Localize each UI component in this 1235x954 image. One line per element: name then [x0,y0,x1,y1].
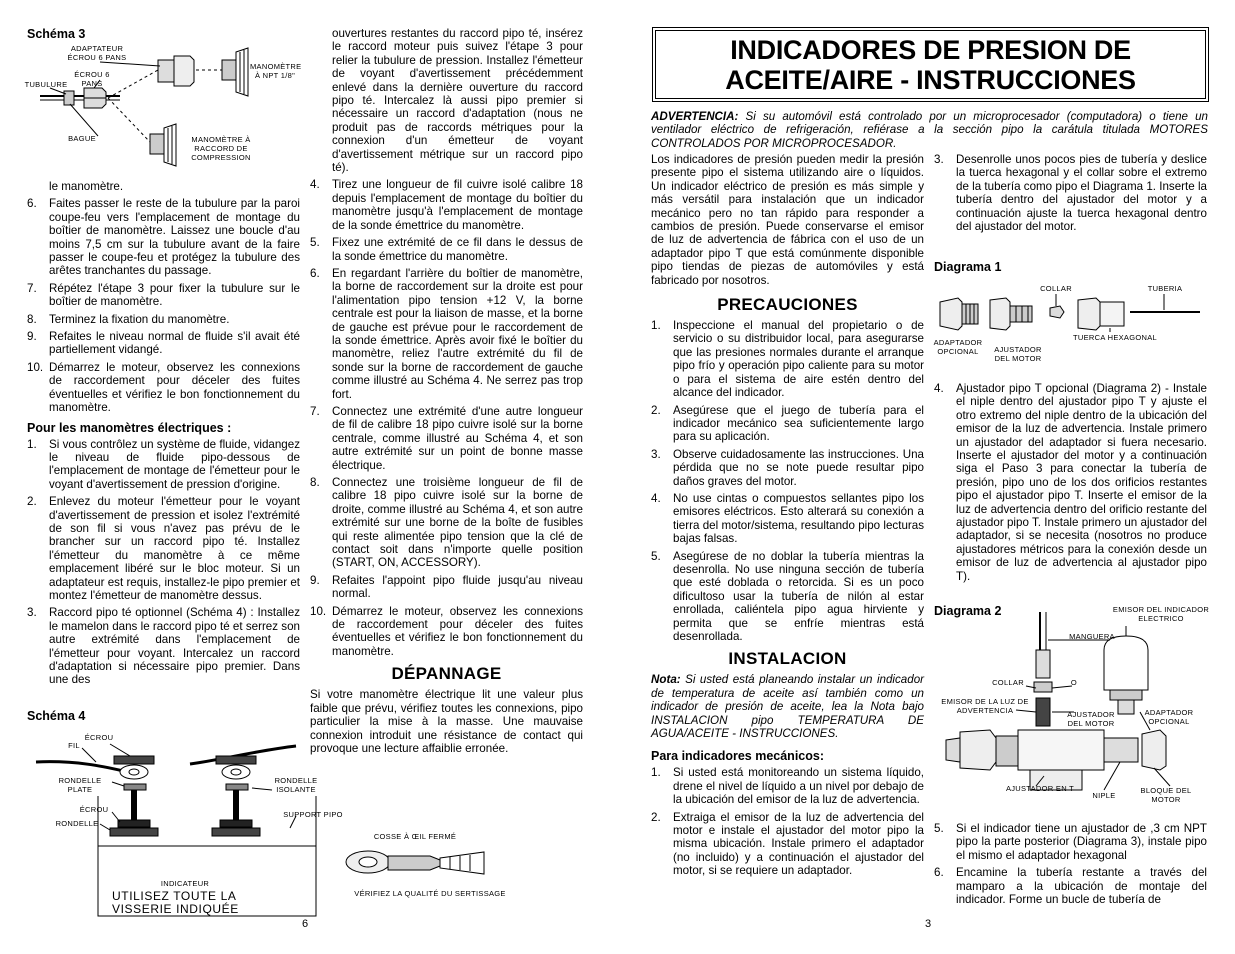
label-sertissage: VÉRIFIEZ LA QUALITÉ DU SERTISSAGE [354,889,506,898]
label-emisor-luz: EMISOR DE LA LUZ DE ADVERTENCIA [941,697,1029,715]
schema4-title: Schéma 4 [27,709,86,723]
label-bloque: BLOQUE DEL MOTOR [1140,786,1192,804]
label-emisor-indicador: EMISOR DEL INDICADOR ELECTRICO [1112,605,1210,623]
list-item: 2. Extraiga el emisor de la luz de advertencia del motor e instale el ajustador del motor pipo la misma ubicación. Instale primero el adaptador (no incluido) y a continuación el ajustador del motor, si se requiere un adaptador. [651,810,924,878]
label-rondelle-plate: RONDELLE PLATE [58,776,102,794]
list-item: 9. Refaites le niveau normal de fluide s'il avait été partiellement vidangé. [27,330,300,357]
nota-label: Nota: [651,673,681,687]
label-rondelle: RONDELLE [55,819,99,828]
label-ajustador-motor-d2: AJUSTADOR DEL MOTOR [1067,710,1115,728]
list-item: 4. Tirez une longueur de fil cuivre isolé calibre 18 depuis l'emplacement de montage du boîtier du manomètre jusqu'à l'emplacement de montage de la sonde émettrice du manomètre. [310,178,583,232]
right-col2-end [934,822,1207,910]
list-item: 2. Enlevez du moteur l'émetteur pour le voyant d'avertissement de pression et isolez l'extrémité de son fil si vous n'avez pas prévu de le brancher sur un raccord pipo té. Installez l'émetteur du manomètre à ce même emplacement libéré sur le bloc moteur. Si un adaptateur est requis, installez-le pipo premier et montez l'émetteur de manomètre dessus. [27,495,300,602]
right-col2-mid [934,382,1207,587]
intro-text: Los indicadores de presión pueden medir la presión presente pipo el sistema utilizando aire o líquidos. Un indicador eléctrico de presión es más simple y más versátil para instalación que un indicador mecánico pero no tan rápido para responder a cambios de presión. Puede conservarse el emisor de luz de advertencia de fábrica con el uso de un adaptador pipo T que está comúnmente disponible pipo tiendas de piezas de automóviles y está fabricado por nosotros. [651,153,924,287]
label-support: SUPPORT PIPO [283,810,343,819]
right-page-number: 3 [925,918,932,930]
col2-items-end [934,822,1207,906]
label-ecrou-top: ÉCROU [84,733,114,742]
label-manometre-comp: MANOMÈTRE À RACCORD DE COMPRESSION [191,135,251,162]
col2-list [310,178,583,658]
label-manguera: MANGUERA [1069,632,1115,641]
label-o: O [1070,678,1078,687]
list-item: 4. Ajustador pipo T opcional (Diagrama 2) - Instale el niple dentro del ajustador pipo T y ajuste el otro extremo del niple dentro de la ubicación del emisor de la luz de advertencia. Instale primero un ajustador del adaptador si fuera necesario. Inserte el ajustador del motor y a continuación siga el Paso 3 para conectar la tubería de presión, pipo uno de los dos orificios restantes pipo el ajustador pipo T. Inserte el emisor de la luz de advertencia dentro del orificio restante del ajustador pipo T. Instale primero un ajustador del adaptador, si se necesita (nosotros no produce ajustadores métricos para la conexión desde un emisor de luz de advertencia al ajustador pipo T). [934,382,1207,583]
title-box [652,27,1209,102]
label-manometre-npt: MANOMÈTRE À NPT 1/8" [250,62,302,80]
right-col2 [934,153,1207,237]
label-collar-d1: COLLAR [1040,284,1072,293]
label-tuberia: TUBERIA [1147,284,1183,293]
depannage-text: Si votre manomètre électrique lit une valeur plus faible que prévu, vérifiez toutes les connexions, pipo particulier la mise à la masse. Une mauvaise connexion introduit une résistance de contact qui provoque une lecture affaiblie erronée. [310,688,583,755]
list-item: 8. Connectez une troisième longueur de fil de calibre 18 pipo cuivre isolé sur la borne de droite, comme illustré au Schéma 4, et son autre extrémité sur une borne de la boîte de fusibles qui reste alimentée pipo tension que la clé de contact soit dans n'importe quelle position (START, ON, ACCESSORY). [310,476,583,570]
list-item: 2. Asegúrese que el juego de tubería para el indicador mecánico sea suficientemente largo para su aplicación. [651,403,924,444]
page-title-line1: INDICADORES DE PRESION DE [730,34,1131,65]
nota: Nota: Si usted está planeando instalar un indicador de temperatura de aceite así también como un indicador de presión de aceite, lea la Nota bajo INSTALACION pipo TEMPERATURA DE AGUA/ACEITE - INSTRUCCIONES. [651,673,924,741]
label-collar-d2: COLLAR [992,678,1024,687]
list-item: 8. Terminez la fixation du manomètre. [27,312,230,326]
label-ajustador-d1: AJUSTADOR DEL MOTOR [994,345,1042,363]
label-tubulure: TUBULURE [24,80,68,89]
left-col1 [27,180,300,691]
label-adaptador-d2: ADAPTADOR OPCIONAL [1144,708,1194,726]
elec-heading: Pour les manomètres électriques : [27,420,232,435]
elec-list [27,438,300,687]
mecanicos-list [651,766,924,877]
list-item: 6. En regardant l'arrière du boîtier de manomètre, la borne de raccordement sur la droite est pour l'alimentation pipo tension +12 V, la borne centrale est pour la liaison de masse, et la borne de gauche est prévue pour le raccordement de la sonde émettrice. Après avoir fixé le boîtier du manomètre, reliez l'autre extrémité du fil de sonde sur la borne de raccordement de gauche comme illustré au Schéma 4. Ne serrez pas trop fort. [310,266,583,401]
left-col2 [310,27,583,755]
right-col1 [651,153,924,882]
precauciones-heading: PRECAUCIONES [717,295,858,315]
list-item: 3. Raccord pipo té optionnel (Schéma 4) : Installez le mamelon dans le raccord pipo té et serrez son autre extrémité dans l'emplacement de l'émetteur pour voyant. Intercalez un raccord d'adaptation si nécessaire pipo premier. Dans une des [27,606,300,687]
list-item: 5. Asegúrese de no doblar la tubería mientras la desenrolla. No use ninguna sección de tubería que esté doblada o retorcida. Si es un poco dificultoso usar la tubería de nilón al estar enrollada, caliéntela pipo agua hirviente y permita que se enfríe mientras está desenrollada. [651,549,924,643]
label-ecrou-6-pans: ÉCROU 6 PANS [74,70,110,88]
col1-intro: le manomètre. [49,180,124,193]
left-page-number: 6 [302,918,309,930]
diagrama1-title: Diagrama 1 [934,260,1002,274]
list-item: 6. Encamine la tubería restante a través del mamparo a la ubicación de montaje del indicador. Forme un bucle de tubería de [934,866,1207,907]
label-bague: BAGUE [68,134,96,143]
list-item: 10. Démarrez le moteur, observez les connexions de raccordement pour déceler des fuites éventuelles et vérifiez le bon fonctionnement du manomètre. [310,604,583,658]
label-cosse: COSSE À ŒIL FERMÉ [373,832,457,841]
list-item: 7. Connectez une extrémité d'une autre longueur de fil de calibre 18 pipo cuivre isolé sur la borne centrale, comme illustré au Schéma 4, et son autre extrémité sur un point de bonne masse électrique. [310,404,583,472]
list-item: 5. Fixez une extrémité de ce fil dans le dessus de la sonde émettrice du manomètre. [310,236,583,263]
mecanicos-heading: Para indicadores mecánicos: [651,749,824,764]
precauciones-list [651,319,924,643]
diagrama2-title: Diagrama 2 [934,604,1002,618]
label-rondelle-isolante: RONDELLE ISOLANTE [274,776,318,794]
warning: ADVERTENCIA: Si su automóvil está controlado por un microprocesador (computadora) o tiene un ventilador eléctrico de refrigeración, refiérase a la sección pipo la carátula titulada MOTORES CONTROLADOS POR MICROPROCESADOR. [651,110,1208,150]
col2-intro: ouvertures restantes du raccord pipo té, insérez le raccord moteur puis suivez l'étape 3 pour relier la tubulure de pression. Installez l'émetteur de voyant d'avertissement précédemment enlevé dans la dernière ouverture du raccord pipo té. Intercalez là aussi pipo premier si nécessaire un raccord d'adaptation (nous ne produit pas de raccords métriques pour la connexion d'un émetteur de voyant d'avertissement métrique sur un raccord pipo té). [332,27,583,175]
label-adaptateur: ADAPTATEUR ÉCROU 6 PANS [67,44,127,62]
label-ecrou: ÉCROU [79,805,109,814]
label-fil: FIL [68,741,80,750]
col2-item3 [934,153,1207,233]
label-ajustador-t: AJUSTADOR EN T [1005,784,1075,793]
depannage-heading: DÉPANNAGE [391,664,502,684]
col2-item4 [934,382,1207,583]
list-item: 10. Démarrez le moteur, observez les connexions de raccordement pour déceler des fuites éventuelles et vérifiez le bon fonctionnement du manomètre. [27,360,300,415]
label-tuerca: TUERCA HEXAGONAL [1073,333,1157,342]
list-item: 3. Desenrolle unos pocos pies de tubería y deslice la tuerca hexagonal y el collar sobre el extremo de la tubería como pipo el Diagrama 1. Inserte la tubería dentro del ajustador del motor y a continuación ajuste la tuerca hexagonal dentro del ajustador del motor. [934,153,1207,234]
list-item: 4. No use cintas o compuestos sellantes pipo los emisores eléctricos. Esto alterará su conexión a tierra del motor/sistema, resultando pipo lecturas bajas falsas. [651,491,924,546]
list-item: 1. Si vous contrôlez un système de fluide, vidangez le niveau de fluide pipo-dessous de l'emplacement de montage de l'émetteur pour le voyant d'avertissement de pression d'origine. [27,437,300,491]
list-item: 5. Si el indicador tiene un ajustador de ,3 cm NPT pipo la parte posterior (Diagrama 3), instale pipo el mismo el adaptador hexagonal [934,822,1207,862]
label-adaptador-d1: ADAPTADOR OPCIONAL [933,338,983,356]
col1-list [27,197,300,414]
page-title-line2: ACEITE/AIRE - INSTRUCCIONES [725,64,1136,95]
label-visserie: UTILISEZ TOUTE LA VISSERIE INDIQUÉE [112,889,239,916]
instalacion-heading: INSTALACION [728,649,847,669]
list-item: 3. Observe cuidadosamente las instrucciones. Una pérdida que no se note puede resultar pipo daños graves del motor. [651,447,924,488]
list-item: 6. Faites passer le reste de la tubulure par la paroi coupe-feu vers l'emplacement de montage du boîtier de manomètre. Laissez une boucle d'au moins 7,5 cm sur la tubulure avant de la faire passer le coupe-feu et protégez la tubulure des arêtes tranchantes du passage. [27,197,300,278]
list-item: 1. Inspeccione el manual del propietario o de servicio o su distribuidor local, para asegurarse que las presiones normales durante el arranque pipo frío y operación pipo caliente para su motor o para el sistema de aire estén dentro del alcance del indicador. [651,319,924,400]
list-item: 7. Répétez l'étape 3 pour fixer la tubulure sur le boîtier de manomètre. [27,281,300,309]
diagrama2-drawing [0,0,1,1]
list-item: 9. Refaites l'appoint pipo fluide jusqu'au niveau normal. [310,573,583,601]
list-item: 1. Si usted está monitoreando un sistema líquido, drene el nivel de líquido a un nivel por debajo de la ubicación del emisor de la luz de advertencia. [651,766,924,807]
warning-label: ADVERTENCIA: [651,110,739,123]
schema3-title: Schéma 3 [27,27,86,41]
label-indicateur: INDICATEUR [160,879,210,888]
label-niple: NIPLE [1092,791,1116,800]
